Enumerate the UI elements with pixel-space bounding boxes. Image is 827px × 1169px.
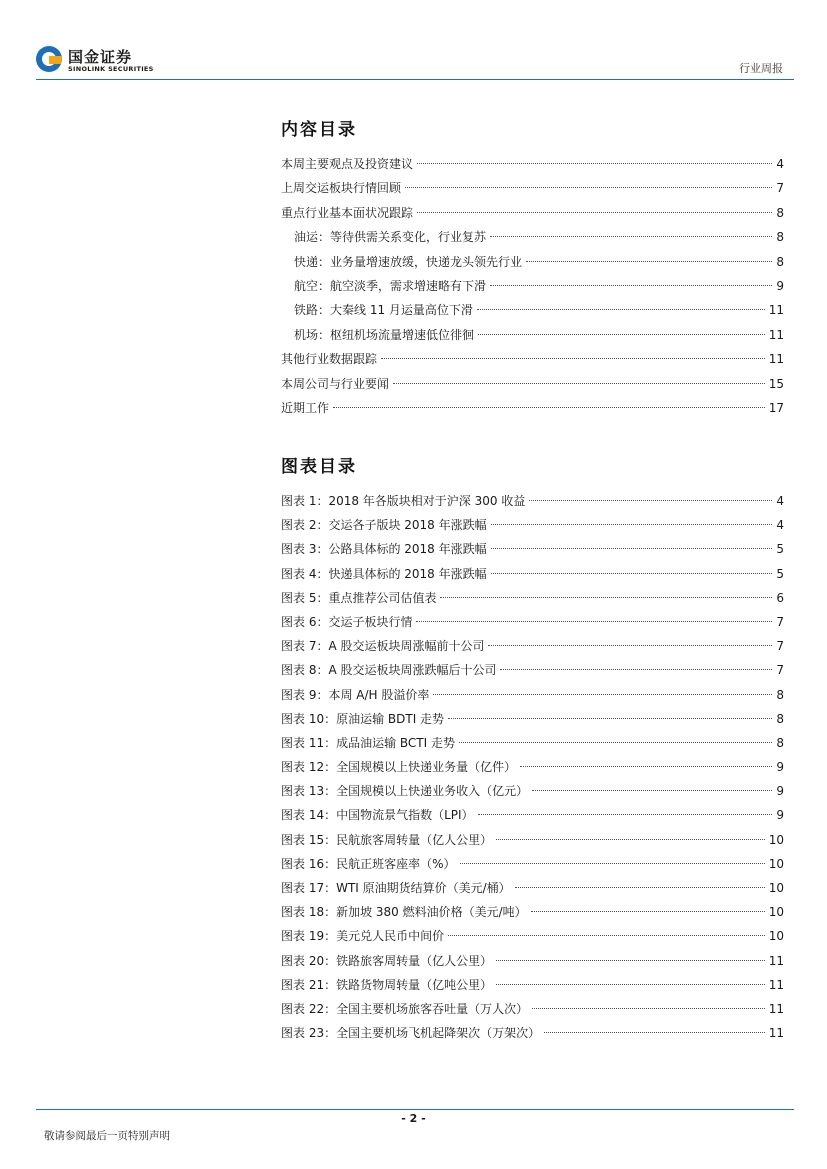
figure-entry-label: 图表 11：成品油运输 BCTI 走势: [281, 735, 455, 750]
dot-leader: [417, 212, 772, 213]
figure-entry-label: 图表 20：铁路旅客周转量（亿人公里）: [281, 953, 493, 968]
figure-entry[interactable]: [281, 634, 784, 658]
dot-leader: [460, 863, 765, 864]
disclaimer-note: 敬请参阅最后一页特别声明: [44, 1130, 170, 1142]
dot-leader: [477, 309, 765, 310]
toc-entry-page-number: 11: [768, 327, 784, 342]
dot-leader: [500, 669, 772, 670]
figure-entry[interactable]: [281, 513, 784, 537]
figure-entry[interactable]: [281, 779, 784, 803]
dot-leader: [488, 645, 772, 646]
footer-divider: [36, 1109, 794, 1110]
figure-entry-page-number: 7: [776, 639, 784, 654]
dot-leader: [490, 236, 772, 237]
figure-entry-label: 图表 12：全国规模以上快递业务量（亿件）: [281, 760, 517, 775]
figure-entry-label: 图表 9：本周 A/H 股溢价率: [281, 687, 430, 702]
figure-index: [281, 455, 784, 1045]
toc-entry-label: 铁路：大秦线 11 月运量高位下滑: [294, 303, 473, 318]
toc-entry[interactable]: [281, 225, 784, 249]
figure-entry-page-number: 4: [776, 518, 784, 533]
figure-entry-page-number: 11: [768, 1001, 784, 1016]
dot-leader: [433, 694, 772, 695]
figure-entry[interactable]: [281, 562, 784, 586]
toc-entry-label: 上周交运板块行情回顾: [281, 181, 402, 196]
dot-leader: [459, 742, 772, 743]
figure-entry-page-number: 7: [776, 663, 784, 678]
figure-entry-label: 图表 18：新加坡 380 燃料油价格（美元/吨）: [281, 905, 527, 920]
dot-leader: [531, 911, 765, 912]
toc-entry-label: 航空：航空淡季，需求增速略有下滑: [294, 278, 487, 293]
figure-entry[interactable]: [281, 997, 784, 1021]
toc-entry-label: 近期工作: [281, 400, 330, 415]
dot-leader: [417, 163, 772, 164]
figure-entry[interactable]: [281, 489, 784, 513]
dot-leader: [448, 935, 765, 936]
figure-entry-page-number: 10: [768, 832, 784, 847]
figure-entry-label: 图表 19：美元兑人民币中间价: [281, 929, 445, 944]
logo-mark-icon: [36, 46, 62, 72]
toc-entry[interactable]: [281, 396, 784, 420]
figure-entry[interactable]: [281, 973, 784, 997]
toc-entry-page-number: 8: [776, 254, 784, 269]
figure-entry-page-number: 8: [776, 711, 784, 726]
figure-entry-label: 图表 6：交运子板块行情: [281, 614, 413, 629]
figure-list: [281, 489, 784, 1045]
figure-entry-label: 图表 4：快递具体标的 2018 年涨跌幅: [281, 566, 487, 581]
dot-leader: [393, 383, 765, 384]
dot-leader: [478, 334, 765, 335]
figure-entry[interactable]: [281, 852, 784, 876]
toc-entry[interactable]: [281, 347, 784, 371]
dot-leader: [532, 1008, 765, 1009]
dot-leader: [478, 814, 773, 815]
figure-entry[interactable]: [281, 755, 784, 779]
figure-entry-page-number: 10: [768, 881, 784, 895]
dot-leader: [490, 285, 772, 286]
figure-entry-label: 图表 10：原油运输 BDTI 走势: [281, 711, 445, 726]
figure-entry[interactable]: [281, 876, 784, 900]
dot-leader: [448, 718, 772, 719]
figure-entry-label: 图表 23：全国主要机场飞机起降架次（万架次）: [281, 1026, 541, 1041]
figure-entry-label: 图表 5：重点推荐公司估值表: [281, 590, 437, 605]
figure-entry[interactable]: [281, 610, 784, 634]
toc-entry-page-number: 4: [776, 157, 784, 171]
figure-entry[interactable]: [281, 537, 784, 561]
figure-entry-page-number: 10: [768, 856, 784, 871]
toc-entry[interactable]: [281, 250, 784, 274]
figure-entry[interactable]: [281, 1021, 784, 1045]
toc-entry[interactable]: [281, 176, 784, 200]
figure-entry-label: 图表 15：民航旅客周转量（亿人公里）: [281, 832, 493, 847]
dot-leader: [526, 261, 772, 262]
table-of-contents: [281, 118, 784, 420]
toc-entry-label: 快递：业务量增速放缓，快递龙头领先行业: [294, 254, 523, 269]
toc-entry-page-number: 11: [768, 352, 784, 367]
dot-leader: [532, 790, 772, 791]
figure-entry-label: 图表 2：交运各子版块 2018 年涨跌幅: [281, 518, 487, 533]
figure-entry[interactable]: [281, 586, 784, 610]
figure-index-title: 图表目录: [281, 457, 357, 477]
dot-leader: [491, 524, 773, 525]
figure-entry-page-number: 9: [776, 784, 784, 799]
figure-entry-label: 图表 8：A 股交运板块周涨跌幅后十公司: [281, 663, 497, 678]
toc-entry-page-number: 9: [776, 278, 784, 293]
figure-entry[interactable]: [281, 683, 784, 707]
toc-entry-label: 本周公司与行业要闻: [281, 376, 390, 391]
figure-entry[interactable]: [281, 924, 784, 948]
toc-entry[interactable]: [281, 372, 784, 396]
toc-entry[interactable]: [281, 201, 784, 225]
logo-chinese-name: 国金证券: [68, 48, 133, 66]
figure-entry-label: 图表 21：铁路货物周转量（亿吨公里）: [281, 977, 493, 992]
figure-entry-page-number: 8: [776, 687, 784, 702]
toc-entry-page-number: 17: [768, 400, 784, 415]
figure-entry-page-number: 11: [768, 953, 784, 968]
toc-entry-page-number: 8: [776, 230, 784, 245]
figure-entry-page-number: 7: [776, 614, 784, 629]
figure-entry[interactable]: [281, 803, 784, 827]
toc-list: [281, 152, 784, 420]
figure-entry[interactable]: [281, 949, 784, 973]
figure-entry[interactable]: [281, 731, 784, 755]
header-divider: [36, 79, 794, 80]
toc-entry-page-number: 15: [768, 376, 784, 391]
dot-leader: [333, 407, 765, 408]
dot-leader: [529, 500, 772, 501]
page-number: - 2 -: [401, 1112, 426, 1125]
toc-title: 内容目录: [281, 120, 357, 140]
toc-entry-label: 其他行业数据跟踪: [281, 352, 378, 367]
toc-entry-label: 本周主要观点及投资建议: [281, 157, 414, 171]
figure-entry-page-number: 6: [776, 590, 784, 605]
figure-entry-page-number: 5: [776, 566, 784, 581]
report-type-label: 行业周报: [739, 62, 783, 75]
dot-leader: [544, 1032, 765, 1033]
figure-entry-page-number: 11: [768, 1026, 784, 1041]
figure-entry-page-number: 9: [776, 760, 784, 775]
logo-english-name: SINOLINK SECURITIES: [68, 65, 154, 73]
figure-entry-page-number: 5: [776, 542, 784, 557]
figure-entry[interactable]: [281, 900, 784, 924]
figure-entry[interactable]: [281, 707, 784, 731]
dot-leader: [381, 358, 765, 359]
dot-leader: [515, 887, 765, 888]
toc-entry-page-number: 8: [776, 205, 784, 220]
toc-entry-page-number: 7: [776, 181, 784, 196]
toc-entry[interactable]: [281, 323, 784, 347]
figure-entry-page-number: 10: [768, 905, 784, 920]
figure-entry-label: 图表 1：2018 年各版块相对于沪深 300 收益: [281, 494, 526, 508]
toc-entry-label: 油运：等待供需关系变化，行业复苏: [294, 230, 487, 245]
figure-entry-label: 图表 3：公路具体标的 2018 年涨跌幅: [281, 542, 487, 557]
dot-leader: [405, 187, 772, 188]
figure-entry-page-number: 11: [768, 977, 784, 992]
dot-leader: [440, 597, 772, 598]
figure-entry-label: 图表 17：WTI 原油期货结算价（美元/桶）: [281, 881, 511, 895]
dot-leader: [416, 621, 772, 622]
dot-leader: [491, 573, 773, 574]
toc-entry-label: 机场：枢纽机场流量增速低位徘徊: [294, 327, 475, 342]
toc-entry-page-number: 11: [768, 303, 784, 318]
toc-entry[interactable]: [281, 152, 784, 176]
toc-entry[interactable]: [281, 274, 784, 298]
dot-leader: [491, 548, 773, 549]
figure-entry-label: 图表 22：全国主要机场旅客吞吐量（万人次）: [281, 1001, 529, 1016]
page-header: [0, 0, 827, 82]
figure-entry-page-number: 4: [776, 494, 784, 508]
figure-entry-label: 图表 14：中国物流景气指数（LPI）: [281, 808, 474, 823]
figure-entry-page-number: 9: [776, 808, 784, 823]
toc-entry-label: 重点行业基本面状况跟踪: [281, 205, 414, 220]
dot-leader: [496, 839, 765, 840]
toc-entry[interactable]: [281, 298, 784, 322]
figure-entry-label: 图表 16：民航正班客座率（%）: [281, 856, 456, 871]
company-logo: [36, 46, 156, 76]
figure-entry[interactable]: [281, 658, 784, 682]
figure-entry-page-number: 10: [768, 929, 784, 944]
figure-entry-page-number: 8: [776, 735, 784, 750]
figure-entry[interactable]: [281, 828, 784, 852]
dot-leader: [520, 766, 772, 767]
dot-leader: [496, 984, 765, 985]
dot-leader: [496, 960, 765, 961]
figure-entry-label: 图表 7：A 股交运板块周涨幅前十公司: [281, 639, 485, 654]
figure-entry-label: 图表 13：全国规模以上快递业务收入（亿元）: [281, 784, 529, 799]
